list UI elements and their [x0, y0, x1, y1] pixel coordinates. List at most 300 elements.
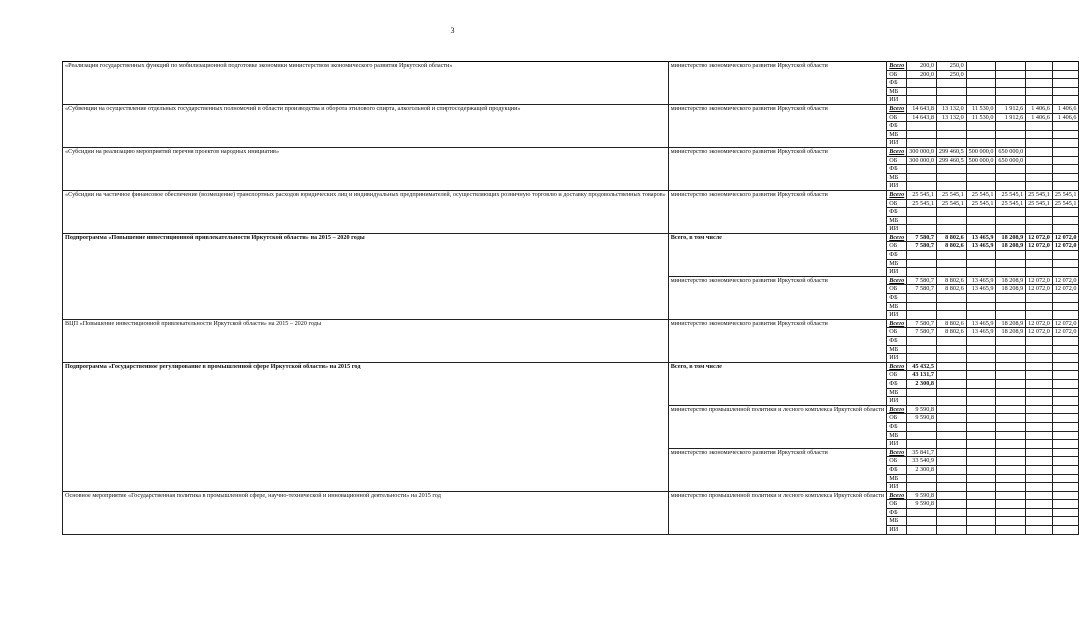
amount-cell — [907, 259, 937, 268]
amount-cell — [907, 345, 937, 354]
amount-cell — [907, 508, 937, 517]
amount-cell: 12 072,0 — [1052, 285, 1079, 294]
amount-cell — [966, 345, 996, 354]
amount-cell — [1026, 500, 1053, 509]
amount-cell — [907, 337, 937, 346]
amount-cell — [936, 362, 966, 371]
amount-cell: 7 580,7 — [907, 285, 937, 294]
amount-cell: 12 072,0 — [1026, 319, 1053, 328]
amount-cell: 500 000,0 — [966, 147, 996, 156]
amount-cell — [1052, 259, 1079, 268]
amount-cell — [996, 422, 1026, 431]
amount-cell — [907, 139, 937, 148]
amount-cell — [1026, 371, 1053, 380]
amount-cell — [907, 87, 937, 96]
amount-cell — [1026, 337, 1053, 346]
amount-cell — [1026, 379, 1053, 388]
amount-cell — [1026, 182, 1053, 191]
funding-source: ОБ — [887, 457, 907, 466]
amount-cell: 45 432,5 — [907, 362, 937, 371]
amount-cell — [996, 139, 1026, 148]
funding-source: ОБ — [887, 500, 907, 509]
amount-cell — [1052, 79, 1079, 88]
amount-cell — [1026, 388, 1053, 397]
amount-cell — [966, 182, 996, 191]
amount-cell — [1026, 362, 1053, 371]
amount-cell — [1026, 474, 1053, 483]
amount-cell — [996, 354, 1026, 363]
amount-cell — [1026, 440, 1053, 449]
amount-cell — [996, 259, 1026, 268]
funding-source: МБ — [887, 87, 907, 96]
funding-source: МБ — [887, 431, 907, 440]
amount-cell — [1052, 165, 1079, 174]
amount-cell: 1 406,6 — [1026, 113, 1053, 122]
amount-cell — [996, 294, 1026, 303]
budget-table-body — [63, 62, 1079, 535]
table-row — [63, 233, 1079, 242]
amount-cell — [1026, 517, 1053, 526]
amount-cell: 13 465,9 — [966, 319, 996, 328]
amount-cell: 25 545,1 — [1026, 199, 1053, 208]
amount-cell — [936, 414, 966, 423]
amount-cell — [1026, 311, 1053, 320]
amount-cell: 200,0 — [907, 70, 937, 79]
amount-cell — [996, 491, 1026, 500]
amount-cell — [1026, 87, 1053, 96]
amount-cell — [907, 354, 937, 363]
amount-cell: 12 072,0 — [1026, 233, 1053, 242]
amount-cell — [996, 311, 1026, 320]
amount-cell — [936, 491, 966, 500]
amount-cell: 12 072,0 — [1026, 276, 1053, 285]
funding-source: ОБ — [887, 70, 907, 79]
executor-name: министерство промышленной политики и лесного комплекса Иркутской области — [668, 491, 886, 534]
amount-cell: 25 545,1 — [966, 199, 996, 208]
funding-source: ОБ — [887, 328, 907, 337]
amount-cell — [936, 526, 966, 535]
amount-cell — [936, 225, 966, 234]
program-name: Подпрограмма «Повышение инвестиционной привлекательности Иркутской области» на 2015 – 2020 годы — [63, 233, 669, 319]
funding-source: Всего — [887, 405, 907, 414]
amount-cell — [1026, 62, 1053, 71]
funding-source: МБ — [887, 216, 907, 225]
amount-cell — [966, 79, 996, 88]
amount-cell — [1026, 483, 1053, 492]
amount-cell — [936, 87, 966, 96]
amount-cell — [1052, 251, 1079, 260]
amount-cell: 25 545,1 — [936, 199, 966, 208]
amount-cell — [907, 431, 937, 440]
amount-cell — [966, 337, 996, 346]
amount-cell — [1026, 448, 1053, 457]
amount-cell — [1026, 397, 1053, 406]
amount-cell — [907, 294, 937, 303]
amount-cell — [996, 216, 1026, 225]
amount-cell — [966, 448, 996, 457]
amount-cell — [966, 508, 996, 517]
funding-source: ФБ — [887, 337, 907, 346]
amount-cell: 25 545,1 — [1052, 190, 1079, 199]
funding-source: Всего — [887, 491, 907, 500]
amount-cell — [907, 311, 937, 320]
amount-cell — [996, 165, 1026, 174]
amount-cell — [966, 62, 996, 71]
amount-cell — [996, 414, 1026, 423]
funding-source: МБ — [887, 388, 907, 397]
amount-cell: 8 802,6 — [936, 276, 966, 285]
amount-cell — [996, 225, 1026, 234]
program-name: «Субсидии на частичное финансовое обеспечение (возмещение) транспортных расходов юридических лиц и индивидуальных предпринимателей, осуществляющих розничную торговлю и доставку продовольственных товаров» — [63, 190, 669, 233]
amount-cell — [966, 440, 996, 449]
amount-cell — [1026, 268, 1053, 277]
amount-cell — [936, 388, 966, 397]
amount-cell — [907, 517, 937, 526]
amount-cell: 7 580,7 — [907, 242, 937, 251]
amount-cell: 25 545,1 — [907, 199, 937, 208]
amount-cell — [996, 483, 1026, 492]
amount-cell — [966, 354, 996, 363]
amount-cell — [966, 397, 996, 406]
amount-cell — [996, 371, 1026, 380]
amount-cell — [936, 259, 966, 268]
amount-cell — [1026, 491, 1053, 500]
amount-cell: 13 465,9 — [966, 285, 996, 294]
amount-cell — [907, 173, 937, 182]
amount-cell: 299 460,5 — [936, 147, 966, 156]
amount-cell — [966, 371, 996, 380]
amount-cell: 1 406,6 — [1052, 104, 1079, 113]
amount-cell: 12 072,0 — [1026, 328, 1053, 337]
executor-name: министерство экономического развития Иркутской области — [668, 319, 886, 362]
amount-cell: 250,0 — [936, 62, 966, 71]
funding-source: ИИ — [887, 526, 907, 535]
amount-cell — [996, 173, 1026, 182]
amount-cell — [1026, 130, 1053, 139]
executor-name: министерство экономического развития Иркутской области — [668, 448, 886, 491]
amount-cell — [996, 465, 1026, 474]
amount-cell — [1026, 526, 1053, 535]
amount-cell — [996, 431, 1026, 440]
amount-cell — [1052, 491, 1079, 500]
amount-cell: 1 406,6 — [1026, 104, 1053, 113]
amount-cell — [996, 337, 1026, 346]
amount-cell — [966, 259, 996, 268]
amount-cell: 14 643,8 — [907, 113, 937, 122]
funding-source: ОБ — [887, 199, 907, 208]
funding-source: МБ — [887, 302, 907, 311]
amount-cell — [996, 379, 1026, 388]
amount-cell — [1052, 311, 1079, 320]
amount-cell: 1 406,6 — [1052, 113, 1079, 122]
amount-cell: 300 000,0 — [907, 147, 937, 156]
amount-cell — [996, 130, 1026, 139]
amount-cell: 18 208,9 — [996, 242, 1026, 251]
amount-cell — [936, 483, 966, 492]
amount-cell — [996, 251, 1026, 260]
amount-cell — [1052, 345, 1079, 354]
amount-cell — [966, 139, 996, 148]
amount-cell — [1052, 517, 1079, 526]
amount-cell — [996, 70, 1026, 79]
amount-cell — [1052, 87, 1079, 96]
amount-cell — [1026, 354, 1053, 363]
amount-cell — [1052, 130, 1079, 139]
amount-cell — [936, 251, 966, 260]
amount-cell: 18 208,9 — [996, 285, 1026, 294]
amount-cell — [936, 379, 966, 388]
funding-source: Всего — [887, 276, 907, 285]
amount-cell — [907, 216, 937, 225]
amount-cell — [966, 165, 996, 174]
amount-cell — [966, 500, 996, 509]
amount-cell — [936, 173, 966, 182]
executor-name: министерство экономического развития Иркутской области — [668, 276, 886, 319]
funding-source: ОБ — [887, 242, 907, 251]
amount-cell — [936, 182, 966, 191]
table-row — [63, 190, 1079, 199]
amount-cell: 18 208,9 — [996, 276, 1026, 285]
amount-cell — [1026, 208, 1053, 217]
amount-cell: 13 465,9 — [966, 242, 996, 251]
amount-cell: 9 590,8 — [907, 405, 937, 414]
funding-source: ФБ — [887, 79, 907, 88]
funding-source: ОБ — [887, 285, 907, 294]
funding-source: Всего — [887, 448, 907, 457]
amount-cell — [907, 96, 937, 105]
amount-cell: 11 530,0 — [966, 104, 996, 113]
amount-cell: 8 802,6 — [936, 242, 966, 251]
amount-cell — [1026, 70, 1053, 79]
page-number: 3 — [450, 26, 455, 35]
amount-cell — [966, 457, 996, 466]
amount-cell: 25 545,1 — [966, 190, 996, 199]
amount-cell — [1052, 337, 1079, 346]
amount-cell — [996, 500, 1026, 509]
amount-cell: 13 132,0 — [936, 104, 966, 113]
amount-cell — [996, 362, 1026, 371]
amount-cell — [936, 508, 966, 517]
amount-cell — [907, 302, 937, 311]
program-name: «Субвенции на осуществление отдельных государственных полномочий в области производства и оборота этилового спирта, алкогольной и спиртосодержащей продукции» — [63, 104, 669, 147]
amount-cell: 11 530,0 — [966, 113, 996, 122]
executor-name: министерство экономического развития Иркутской области — [668, 147, 886, 190]
amount-cell — [907, 130, 937, 139]
amount-cell — [1052, 508, 1079, 517]
amount-cell: 25 545,1 — [1052, 199, 1079, 208]
amount-cell — [907, 225, 937, 234]
amount-cell — [936, 337, 966, 346]
funding-source: ИИ — [887, 483, 907, 492]
amount-cell: 12 072,0 — [1026, 242, 1053, 251]
table-row — [63, 362, 1079, 371]
amount-cell — [936, 397, 966, 406]
amount-cell — [1052, 371, 1079, 380]
amount-cell: 12 072,0 — [1052, 233, 1079, 242]
amount-cell — [907, 251, 937, 260]
amount-cell — [907, 474, 937, 483]
amount-cell — [1026, 79, 1053, 88]
amount-cell — [1026, 345, 1053, 354]
amount-cell — [936, 440, 966, 449]
amount-cell — [966, 96, 996, 105]
program-name: «Реализация государственных функций по мобилизационной подготовке экономики министерством экономического развития Иркутской области» — [63, 62, 669, 105]
amount-cell — [936, 457, 966, 466]
funding-source: ФБ — [887, 165, 907, 174]
amount-cell: 2 300,8 — [907, 379, 937, 388]
executor-name: министерство экономического развития Иркутской области — [668, 190, 886, 233]
executor-name: Всего, в том числе — [668, 362, 886, 405]
table-row — [63, 147, 1079, 156]
amount-cell — [1052, 354, 1079, 363]
amount-cell — [1052, 268, 1079, 277]
amount-cell — [1026, 156, 1053, 165]
amount-cell — [996, 122, 1026, 131]
amount-cell: 18 208,9 — [996, 319, 1026, 328]
amount-cell: 18 208,9 — [996, 233, 1026, 242]
amount-cell — [907, 182, 937, 191]
amount-cell — [996, 79, 1026, 88]
amount-cell — [996, 526, 1026, 535]
amount-cell: 500 000,0 — [966, 156, 996, 165]
amount-cell — [1052, 225, 1079, 234]
amount-cell — [966, 422, 996, 431]
funding-source: ФБ — [887, 208, 907, 217]
amount-cell — [1052, 388, 1079, 397]
amount-cell — [996, 508, 1026, 517]
amount-cell — [966, 483, 996, 492]
funding-source: ОБ — [887, 156, 907, 165]
amount-cell — [936, 500, 966, 509]
amount-cell — [936, 422, 966, 431]
amount-cell: 8 802,6 — [936, 233, 966, 242]
funding-source: ИИ — [887, 96, 907, 105]
amount-cell — [996, 302, 1026, 311]
executor-name: министерство промышленной политики и лесного комплекса Иркутской области — [668, 405, 886, 448]
amount-cell — [1026, 251, 1053, 260]
program-name: Подпрограмма «Государственное регулирование в промышленной сфере Иркутской области» на 2015 год — [63, 362, 669, 491]
program-name: ВЦП «Повышение инвестиционной привлекательности Иркутской области» на 2015 – 2020 годы — [63, 319, 669, 362]
amount-cell — [936, 371, 966, 380]
funding-source: Всего — [887, 362, 907, 371]
amount-cell — [936, 79, 966, 88]
amount-cell: 9 590,8 — [907, 500, 937, 509]
amount-cell: 14 643,8 — [907, 104, 937, 113]
amount-cell — [1052, 422, 1079, 431]
funding-source: ИИ — [887, 354, 907, 363]
amount-cell — [996, 87, 1026, 96]
amount-cell — [1026, 259, 1053, 268]
amount-cell — [936, 474, 966, 483]
amount-cell — [966, 87, 996, 96]
amount-cell — [936, 517, 966, 526]
program-name: Основное мероприятие «Государственная политика в промышленной сфере, научно-технической и инновационной деятельности» на 2015 год — [63, 491, 669, 534]
amount-cell: 13 132,0 — [936, 113, 966, 122]
funding-source: ФБ — [887, 379, 907, 388]
amount-cell — [966, 465, 996, 474]
amount-cell — [1052, 362, 1079, 371]
amount-cell — [996, 448, 1026, 457]
amount-cell — [936, 122, 966, 131]
amount-cell — [1052, 216, 1079, 225]
amount-cell — [1052, 405, 1079, 414]
amount-cell — [907, 268, 937, 277]
amount-cell — [1026, 294, 1053, 303]
amount-cell: 2 300,8 — [907, 465, 937, 474]
amount-cell — [966, 268, 996, 277]
amount-cell — [1052, 147, 1079, 156]
funding-source: ИИ — [887, 311, 907, 320]
executor-name: Всего, в том числе — [668, 233, 886, 276]
amount-cell — [936, 208, 966, 217]
amount-cell: 25 545,1 — [936, 190, 966, 199]
funding-source: МБ — [887, 474, 907, 483]
executor-name: министерство экономического развития Иркутской области — [668, 62, 886, 105]
amount-cell — [966, 388, 996, 397]
amount-cell — [1026, 216, 1053, 225]
amount-cell — [966, 526, 996, 535]
amount-cell — [996, 474, 1026, 483]
amount-cell — [936, 268, 966, 277]
amount-cell — [996, 457, 1026, 466]
funding-source: ФБ — [887, 251, 907, 260]
amount-cell — [907, 208, 937, 217]
amount-cell: 650 000,0 — [996, 147, 1026, 156]
amount-cell — [966, 130, 996, 139]
funding-source: МБ — [887, 517, 907, 526]
amount-cell — [1052, 414, 1079, 423]
funding-source: Всего — [887, 190, 907, 199]
funding-source: ФБ — [887, 465, 907, 474]
amount-cell: 12 072,0 — [1052, 319, 1079, 328]
funding-source: ФБ — [887, 422, 907, 431]
budget-table — [62, 61, 1079, 535]
amount-cell — [1052, 182, 1079, 191]
funding-source: ОБ — [887, 371, 907, 380]
amount-cell: 9 590,8 — [907, 491, 937, 500]
amount-cell — [1026, 139, 1053, 148]
amount-cell — [1052, 62, 1079, 71]
amount-cell — [907, 422, 937, 431]
amount-cell: 13 465,9 — [966, 328, 996, 337]
amount-cell — [936, 139, 966, 148]
amount-cell: 7 580,7 — [907, 328, 937, 337]
funding-source: МБ — [887, 130, 907, 139]
amount-cell — [1026, 431, 1053, 440]
amount-cell — [966, 216, 996, 225]
amount-cell — [1052, 70, 1079, 79]
amount-cell: 7 580,7 — [907, 276, 937, 285]
amount-cell — [907, 122, 937, 131]
table-row — [63, 104, 1079, 113]
amount-cell — [996, 62, 1026, 71]
amount-cell: 299 460,5 — [936, 156, 966, 165]
amount-cell — [936, 345, 966, 354]
amount-cell — [1052, 208, 1079, 217]
amount-cell — [1052, 173, 1079, 182]
amount-cell — [907, 483, 937, 492]
amount-cell — [936, 165, 966, 174]
amount-cell — [996, 517, 1026, 526]
amount-cell — [936, 405, 966, 414]
amount-cell: 8 802,6 — [936, 319, 966, 328]
amount-cell — [966, 225, 996, 234]
funding-source: Всего — [887, 147, 907, 156]
amount-cell — [907, 388, 937, 397]
funding-source: Всего — [887, 319, 907, 328]
funding-source: ИИ — [887, 225, 907, 234]
amount-cell — [1052, 122, 1079, 131]
